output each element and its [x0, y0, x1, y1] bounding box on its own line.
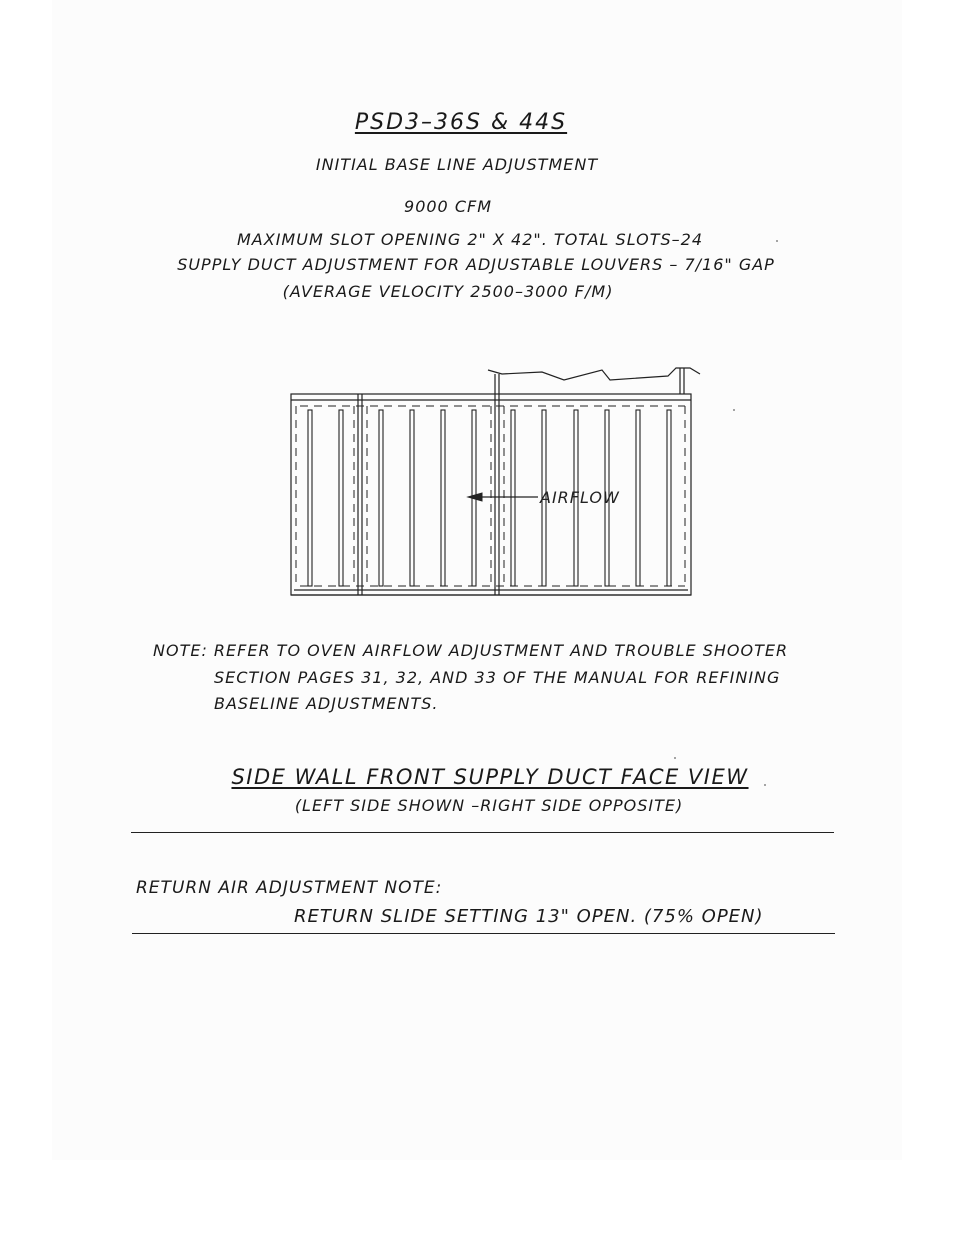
slot	[339, 410, 343, 586]
supply-duct-face-diagram	[280, 360, 710, 605]
note-line-1: NOTE: REFER TO OVEN AIRFLOW ADJUSTMENT AND TROUBLE SHOOTER	[153, 641, 789, 660]
return-slide-setting: RETURN SLIDE SETTING 13" OPEN. (75% OPEN)	[294, 906, 764, 927]
note-line-2: SECTION PAGES 31, 32, AND 33 OF THE MANUAL FOR REFINING	[214, 668, 781, 687]
scan-speck	[733, 409, 735, 411]
slot	[511, 410, 515, 586]
airflow-label: AIRFLOW	[540, 488, 620, 507]
scan-speck	[674, 757, 676, 759]
airflow-arrow	[468, 493, 538, 501]
slot	[636, 410, 640, 586]
slot	[441, 410, 445, 586]
scan-speck	[776, 240, 778, 242]
slot-opening-text: MAXIMUM SLOT OPENING 2" X 42". TOTAL SLOTS–24	[237, 230, 703, 249]
scan-speck	[764, 784, 766, 786]
subtitle-baseline: INITIAL BASE LINE ADJUSTMENT	[315, 155, 599, 174]
slot	[379, 410, 383, 586]
return-air-heading: RETURN AIR ADJUSTMENT NOTE:	[136, 878, 443, 898]
slot	[667, 410, 671, 586]
view-subtitle: (LEFT SIDE SHOWN –RIGHT SIDE OPPOSITE)	[294, 796, 684, 815]
subtitle-cfm: 9000 CFM	[404, 197, 492, 216]
document-title: PSD3–36S & 44S	[354, 110, 568, 135]
view-title: SIDE WALL FRONT SUPPLY DUCT FACE VIEW	[231, 765, 749, 789]
divider-rule	[131, 832, 834, 833]
break-line	[488, 368, 700, 380]
divider-rule	[132, 933, 835, 934]
slot	[308, 410, 312, 586]
louver-adjustment-text: SUPPLY DUCT ADJUSTMENT FOR ADJUSTABLE LOUVERS – 7/16" GAP	[177, 255, 775, 274]
note-line-3: BASELINE ADJUSTMENTS.	[214, 694, 439, 713]
average-velocity-text: (AVERAGE VELOCITY 2500–3000 F/M)	[282, 282, 614, 301]
slot	[410, 410, 414, 586]
